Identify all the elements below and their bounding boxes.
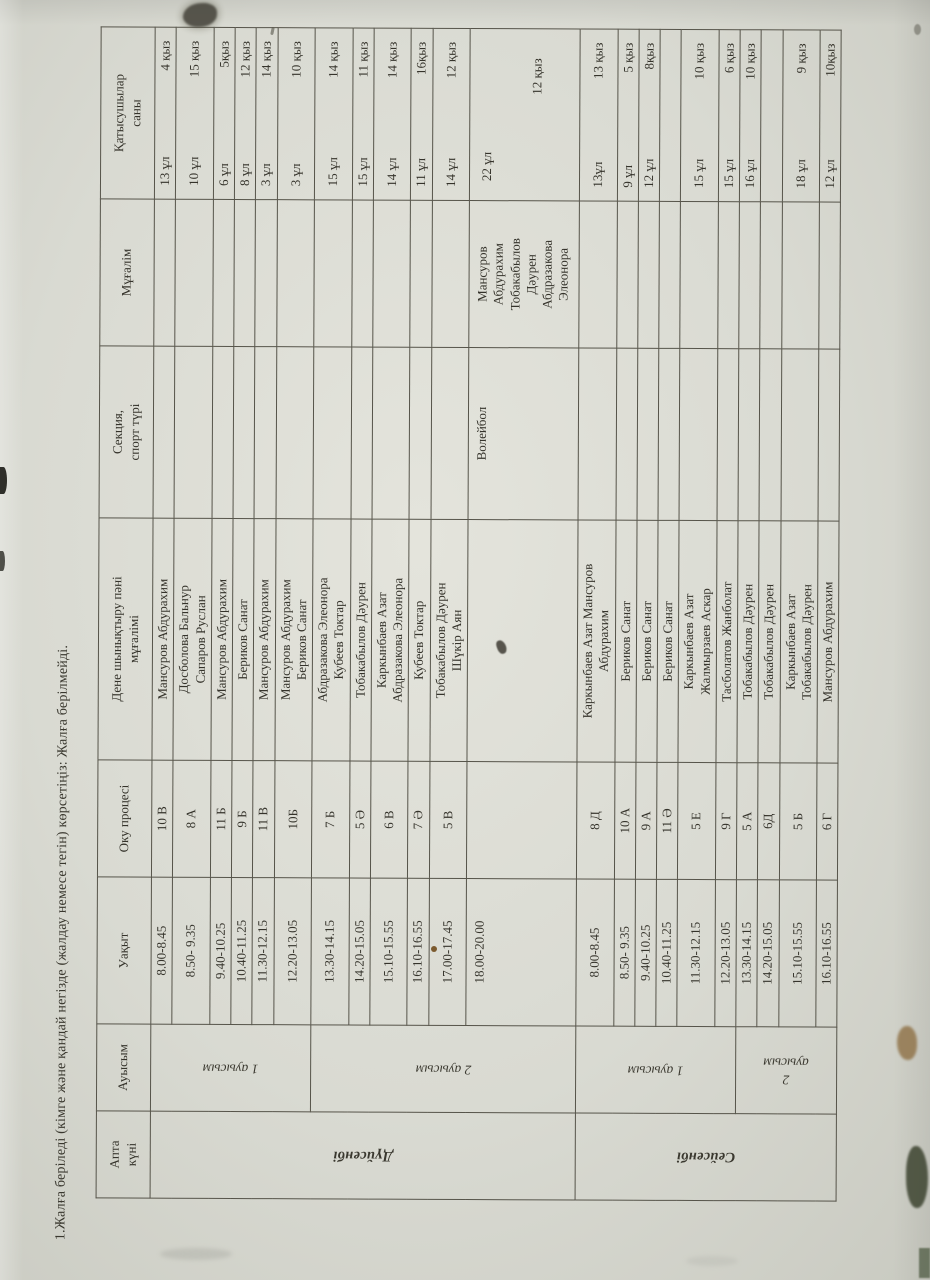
time-cell: 10.40-11.25 bbox=[231, 877, 253, 1024]
teacher-cell bbox=[579, 201, 617, 348]
shift-cell bbox=[735, 1027, 837, 1114]
pe-teacher-cell: Мансуров Абдурахим Бериков Санат bbox=[274, 519, 313, 761]
schedule-row bbox=[575, 29, 618, 1200]
time-cell: 8.50- 9.35 bbox=[613, 879, 635, 1026]
time-cell: 18.00-20.00 bbox=[466, 879, 577, 1026]
section-cell bbox=[679, 348, 717, 520]
participants-cell: 14 ұл 14 қыз bbox=[373, 28, 411, 200]
section-cell bbox=[276, 347, 314, 519]
time-cell: 9.40-10.25 bbox=[210, 877, 232, 1024]
pe-teacher-cell: Мансуров Абдурахим bbox=[152, 518, 174, 760]
schedule-table-body bbox=[150, 27, 841, 1201]
column-header-section: Секция, спорт түрі bbox=[99, 346, 154, 518]
time-cell: 17.00-17.45 bbox=[428, 878, 466, 1025]
schedule-row bbox=[428, 28, 471, 1199]
teacher-cell bbox=[781, 202, 819, 349]
time-cell: 10.40-11.25 bbox=[656, 879, 678, 1026]
time-cell: 15.10-15.55 bbox=[370, 878, 408, 1025]
section-cell bbox=[616, 348, 638, 520]
shift-label: 1 ауысым bbox=[202, 1061, 259, 1077]
section-cell bbox=[409, 347, 431, 519]
section-cell bbox=[372, 347, 410, 519]
teacher-cell bbox=[213, 199, 235, 346]
header-row bbox=[96, 27, 155, 1198]
section-cell bbox=[578, 348, 616, 520]
class-cell: 10 В bbox=[151, 760, 173, 877]
participants-cell: 16 ұл 10 қыз bbox=[739, 30, 761, 202]
pe-teacher-cell: Каркынбаев Азат Тобакабылов Дәурен bbox=[779, 521, 818, 763]
pe-teacher-cell: Бериков Санат bbox=[636, 520, 658, 762]
time-cell: 9.40-10.25 bbox=[635, 879, 657, 1026]
pe-teacher-cell: Тобакабылов Дәурен bbox=[758, 521, 780, 763]
section-cell bbox=[174, 346, 212, 518]
class-cell: 5 В bbox=[429, 761, 467, 878]
time-cell: 11.30-12.15 bbox=[252, 878, 274, 1025]
teacher-cell bbox=[373, 200, 411, 347]
teacher-cell bbox=[680, 201, 718, 348]
day-label: Дүйсенбі bbox=[332, 1147, 393, 1164]
participants-cell: 6 ұл 5қыз bbox=[213, 27, 235, 199]
day-cell bbox=[575, 1113, 837, 1201]
section-cell bbox=[313, 347, 351, 519]
pe-teacher-cell: Абдразакова Элеонора Кубеев Токтар bbox=[312, 519, 351, 761]
section-cell: Волейбол bbox=[468, 348, 579, 520]
participants-cell: 18 ұл 9 қыз bbox=[782, 30, 820, 202]
participants-cell: 11 ұл 16қыз bbox=[411, 28, 433, 200]
time-cell: 12.20-13.05 bbox=[715, 880, 737, 1027]
class-cell: 7 Б bbox=[311, 761, 349, 878]
teacher-cell bbox=[739, 202, 761, 349]
shift-cell bbox=[150, 1024, 310, 1112]
pe-teacher-cell: Тобакабылов Дәурен bbox=[737, 521, 759, 763]
class-cell: 6 Г bbox=[816, 763, 838, 880]
participants-cell: 3 ұл 10 қыз bbox=[277, 28, 315, 200]
section-cell bbox=[738, 349, 760, 521]
teacher-cell bbox=[616, 201, 638, 348]
class-cell: 5 Б bbox=[779, 763, 817, 880]
schedule-row bbox=[676, 29, 719, 1200]
teacher-cell bbox=[255, 200, 277, 347]
column-header-pe-teacher: Дене шынықтыру пәні мұғалімі bbox=[98, 518, 153, 760]
teacher-cell bbox=[760, 202, 782, 349]
class-cell: 5 А bbox=[736, 763, 758, 880]
column-header-time: Уақыт bbox=[97, 877, 152, 1024]
pe-teacher-cell: Каркынбаев Азат Жалмырзаев Аскар bbox=[678, 520, 717, 762]
section-cell bbox=[153, 346, 175, 518]
section-cell bbox=[818, 349, 840, 521]
class-cell: 5 Ә bbox=[349, 761, 371, 878]
time-cell: 16.10-16.55 bbox=[816, 880, 838, 1027]
section-cell bbox=[233, 346, 255, 518]
pe-teacher-cell: Тобакабылов Дәурен bbox=[349, 519, 371, 761]
section-cell bbox=[351, 347, 373, 519]
class-cell: 8 Д bbox=[576, 762, 614, 879]
time-cell: 8.50- 9.35 bbox=[172, 877, 210, 1024]
document-title: 1.Жалға беріледі (кімге және қандай негізде (жалдау немесе тегін) көрсетіңіз: Жалға берілмейді. bbox=[53, 644, 71, 1241]
column-header-class: Оку процесі bbox=[97, 760, 152, 877]
participants-cell: 15 ұл 10 қыз bbox=[681, 29, 719, 201]
day-cell bbox=[150, 1111, 575, 1200]
schedule-row bbox=[310, 28, 353, 1199]
participants-cell: 13ұл 13 қыз bbox=[579, 29, 617, 201]
pe-teacher-cell: Мансуров Абдурахим bbox=[211, 518, 233, 760]
time-cell: 16.10-16.55 bbox=[407, 878, 429, 1025]
time-cell: 8.00-8.45 bbox=[576, 879, 614, 1026]
participants-cell: 12 ұл 8қыз bbox=[638, 29, 660, 201]
teacher-cell bbox=[276, 200, 314, 347]
teacher-cell bbox=[659, 201, 681, 348]
class-cell: 5 Е bbox=[678, 762, 716, 879]
teacher-cell bbox=[431, 200, 469, 347]
participants-cell: 15 ұл 6 қыз bbox=[718, 30, 740, 202]
column-header-teacher: Мұғалім bbox=[100, 199, 155, 346]
section-cell bbox=[254, 347, 276, 519]
schedule-row bbox=[369, 28, 412, 1199]
time-cell: 13.30-14.15 bbox=[736, 880, 758, 1027]
class-cell: 10 А bbox=[614, 762, 636, 879]
class-cell: 9 Б bbox=[231, 760, 253, 877]
section-cell bbox=[637, 348, 659, 520]
section-cell bbox=[759, 349, 781, 521]
participants-cell: 8 ұл 12 қыз bbox=[234, 27, 256, 199]
time-cell: 14.20-15.05 bbox=[348, 878, 370, 1025]
teacher-cell bbox=[819, 202, 841, 349]
pe-teacher-cell: Мансуров Абдурахим bbox=[253, 519, 275, 761]
teacher-cell bbox=[314, 200, 352, 347]
pe-teacher-cell: Кубеев Токтар bbox=[408, 519, 430, 761]
class-cell: 11 Ә bbox=[656, 762, 678, 879]
teacher-cell bbox=[175, 199, 213, 346]
pe-teacher-cell bbox=[467, 520, 578, 762]
section-cell bbox=[431, 347, 469, 519]
time-cell: 11.30-12.15 bbox=[677, 879, 715, 1026]
time-cell: 13.30-14.15 bbox=[311, 878, 349, 1025]
day-label: Сейсенбі bbox=[676, 1148, 736, 1166]
class-cell: 9 Г bbox=[715, 763, 737, 880]
pe-teacher-cell: Каркынбаев Азат Мансуров Абдурахим bbox=[577, 520, 616, 762]
shift-cell bbox=[310, 1025, 575, 1113]
participants-cell: 12 ұл 10қыз bbox=[819, 30, 841, 202]
shift-cell bbox=[575, 1026, 735, 1114]
schedule-table-head bbox=[96, 27, 155, 1198]
class-cell: 9 А bbox=[635, 762, 657, 879]
teacher-cell bbox=[718, 202, 740, 349]
class-cell bbox=[466, 762, 577, 879]
time-cell: 8.00-8.45 bbox=[151, 877, 173, 1024]
class-cell: 6Д bbox=[758, 763, 780, 880]
participants-cell: 15 ұл 14 қыз bbox=[314, 28, 352, 200]
class-cell: 10Б bbox=[274, 761, 312, 878]
column-header-shift: Ауысым bbox=[96, 1024, 150, 1111]
pe-teacher-cell: Каркынбаев Азат Абдразакова Элеонора bbox=[371, 519, 410, 761]
class-cell: 7 Ә bbox=[408, 761, 430, 878]
participants-cell: 15 ұл 11 қыз bbox=[352, 28, 374, 200]
section-cell bbox=[658, 348, 680, 520]
class-cell: 11 В bbox=[253, 761, 275, 878]
pe-teacher-cell: Досболова Бальнур Сапаров Руслан bbox=[173, 518, 212, 760]
teacher-cell bbox=[638, 201, 660, 348]
schedule-row bbox=[171, 27, 214, 1198]
participants-cell: 10 ұл 15 қыз bbox=[176, 27, 214, 199]
section-cell bbox=[781, 349, 819, 521]
shift-label: 2 ауысым bbox=[763, 1055, 810, 1088]
pe-teacher-cell: Тобакабылов Дәурен Шүкір Аян bbox=[429, 519, 468, 761]
teacher-cell bbox=[234, 199, 256, 346]
participants-cell: 13 ұл 4 қыз bbox=[154, 27, 176, 199]
participants-cell: 14 ұл 12 қыз bbox=[432, 28, 470, 200]
schedule-row bbox=[465, 29, 580, 1200]
pe-teacher-cell: Тасболатов Жанболат bbox=[716, 521, 738, 763]
time-cell: 14.20-15.05 bbox=[757, 880, 779, 1027]
participants-cell: 3 ұл 14 қыз bbox=[256, 28, 278, 200]
shift-label: 2 ауысым bbox=[415, 1062, 471, 1078]
pe-teacher-cell: Бериков Санат bbox=[232, 518, 254, 760]
shift-label: 1 ауысым bbox=[627, 1063, 684, 1079]
pe-teacher-cell: Мансуров Абдурахим bbox=[817, 521, 839, 763]
pe-teacher-cell: Бериков Санат bbox=[614, 520, 636, 762]
column-header-day: Апта күні bbox=[96, 1111, 150, 1198]
teacher-cell bbox=[410, 200, 432, 347]
participants-cell bbox=[659, 29, 681, 201]
time-cell: 12.20-13.05 bbox=[273, 878, 311, 1025]
class-cell: 11 Б bbox=[210, 760, 232, 877]
participants-cell bbox=[761, 30, 783, 202]
column-header-participants: Қатысушылар саны bbox=[100, 27, 155, 199]
class-cell: 6 В bbox=[370, 761, 408, 878]
schedule-row bbox=[273, 28, 316, 1199]
schedule-table bbox=[96, 26, 842, 1201]
section-cell bbox=[212, 346, 234, 518]
schedule-row bbox=[778, 30, 821, 1201]
time-cell: 15.10-15.55 bbox=[778, 880, 816, 1027]
teacher-cell: Мансуров Абдурахим Тобакабылов Дәурен Абдразакова Элеонора bbox=[469, 201, 580, 348]
participants-cell: 9 ұл 5 қыз bbox=[617, 29, 639, 201]
section-cell bbox=[717, 349, 739, 521]
teacher-cell bbox=[351, 200, 373, 347]
participants-cell: 22 ұл 12 қыз bbox=[469, 29, 580, 201]
pe-teacher-cell: Бериков Санат bbox=[657, 520, 679, 762]
teacher-cell bbox=[154, 199, 176, 346]
class-cell: 8 А bbox=[173, 760, 211, 877]
schedule-row bbox=[815, 30, 841, 1201]
